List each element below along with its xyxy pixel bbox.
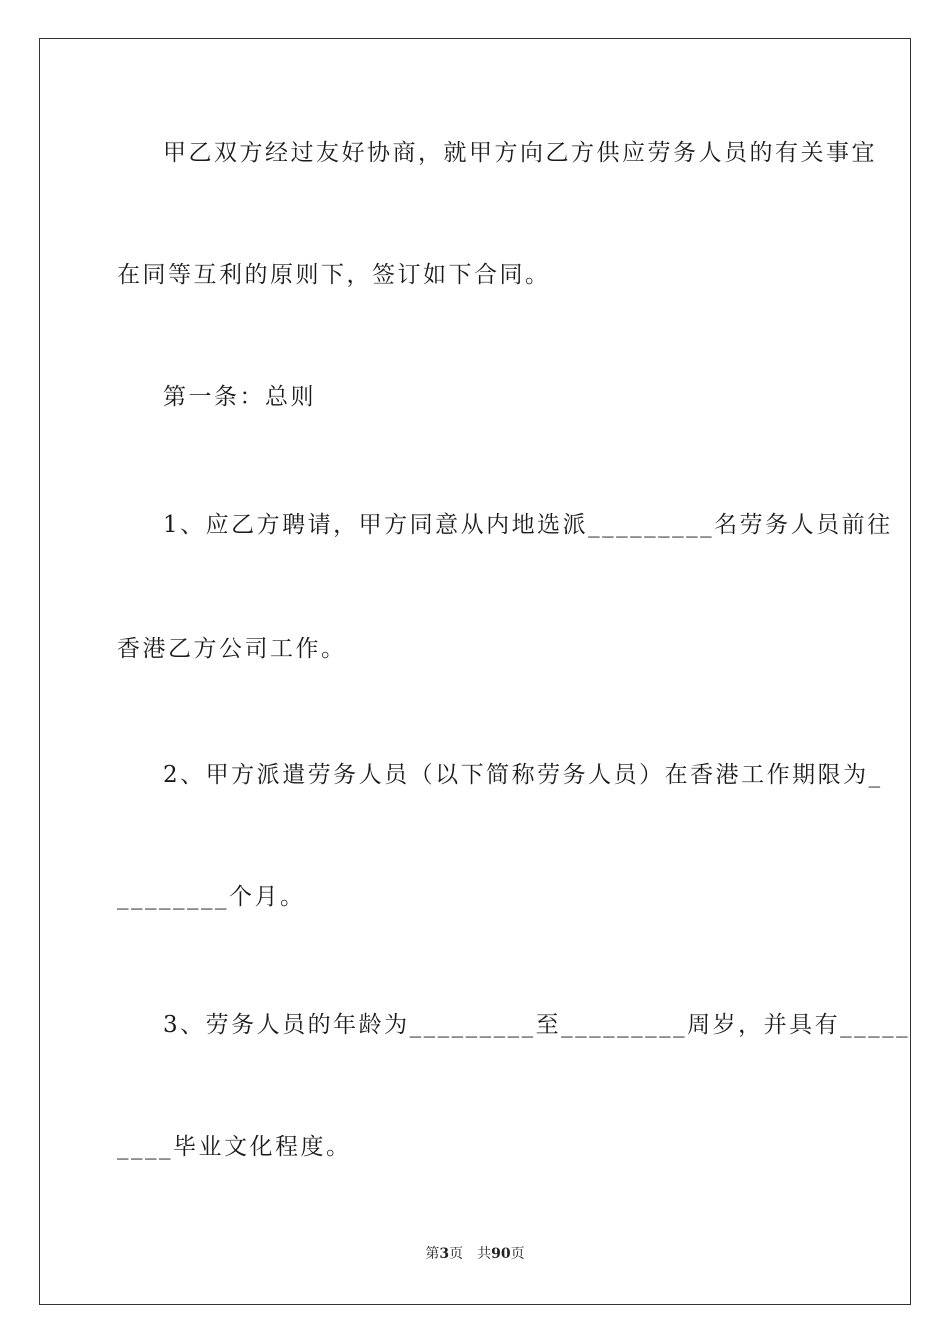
clause-1-line-1: 1、应乙方聘请，甲方同意从内地选派_________名劳务人员前往 <box>163 512 893 538</box>
paragraph-intro-line-1: 甲乙双方经过友好协商，就甲方向乙方供应劳务人员的有关事宜 <box>163 140 877 166</box>
clause-3-line-2: ____毕业文化程度。 <box>117 1134 352 1160</box>
footer-total-prefix: 共 <box>477 1246 492 1262</box>
article-heading: 第一条：总则 <box>163 384 316 410</box>
footer-page-suffix: 页 <box>449 1246 464 1262</box>
footer-page-number: 3 <box>439 1246 450 1262</box>
clause-2-line-2: ________个月。 <box>117 884 306 910</box>
page-footer <box>0 1245 950 1263</box>
paragraph-intro-line-2: 在同等互利的原则下，签订如下合同。 <box>117 262 551 288</box>
footer-page-prefix: 第 <box>425 1246 440 1262</box>
footer-total-suffix: 页 <box>510 1246 525 1262</box>
footer-total-pages: 90 <box>491 1246 511 1262</box>
page-border <box>39 38 911 1305</box>
clause-2-line-1: 2、甲方派遣劳务人员（以下简称劳务人员）在香港工作期限为_ <box>163 762 883 788</box>
clause-3-line-1: 3、劳务人员的年龄为_________至_________周岁，并具有_____ <box>163 1012 911 1038</box>
clause-1-line-2: 香港乙方公司工作。 <box>117 636 347 662</box>
